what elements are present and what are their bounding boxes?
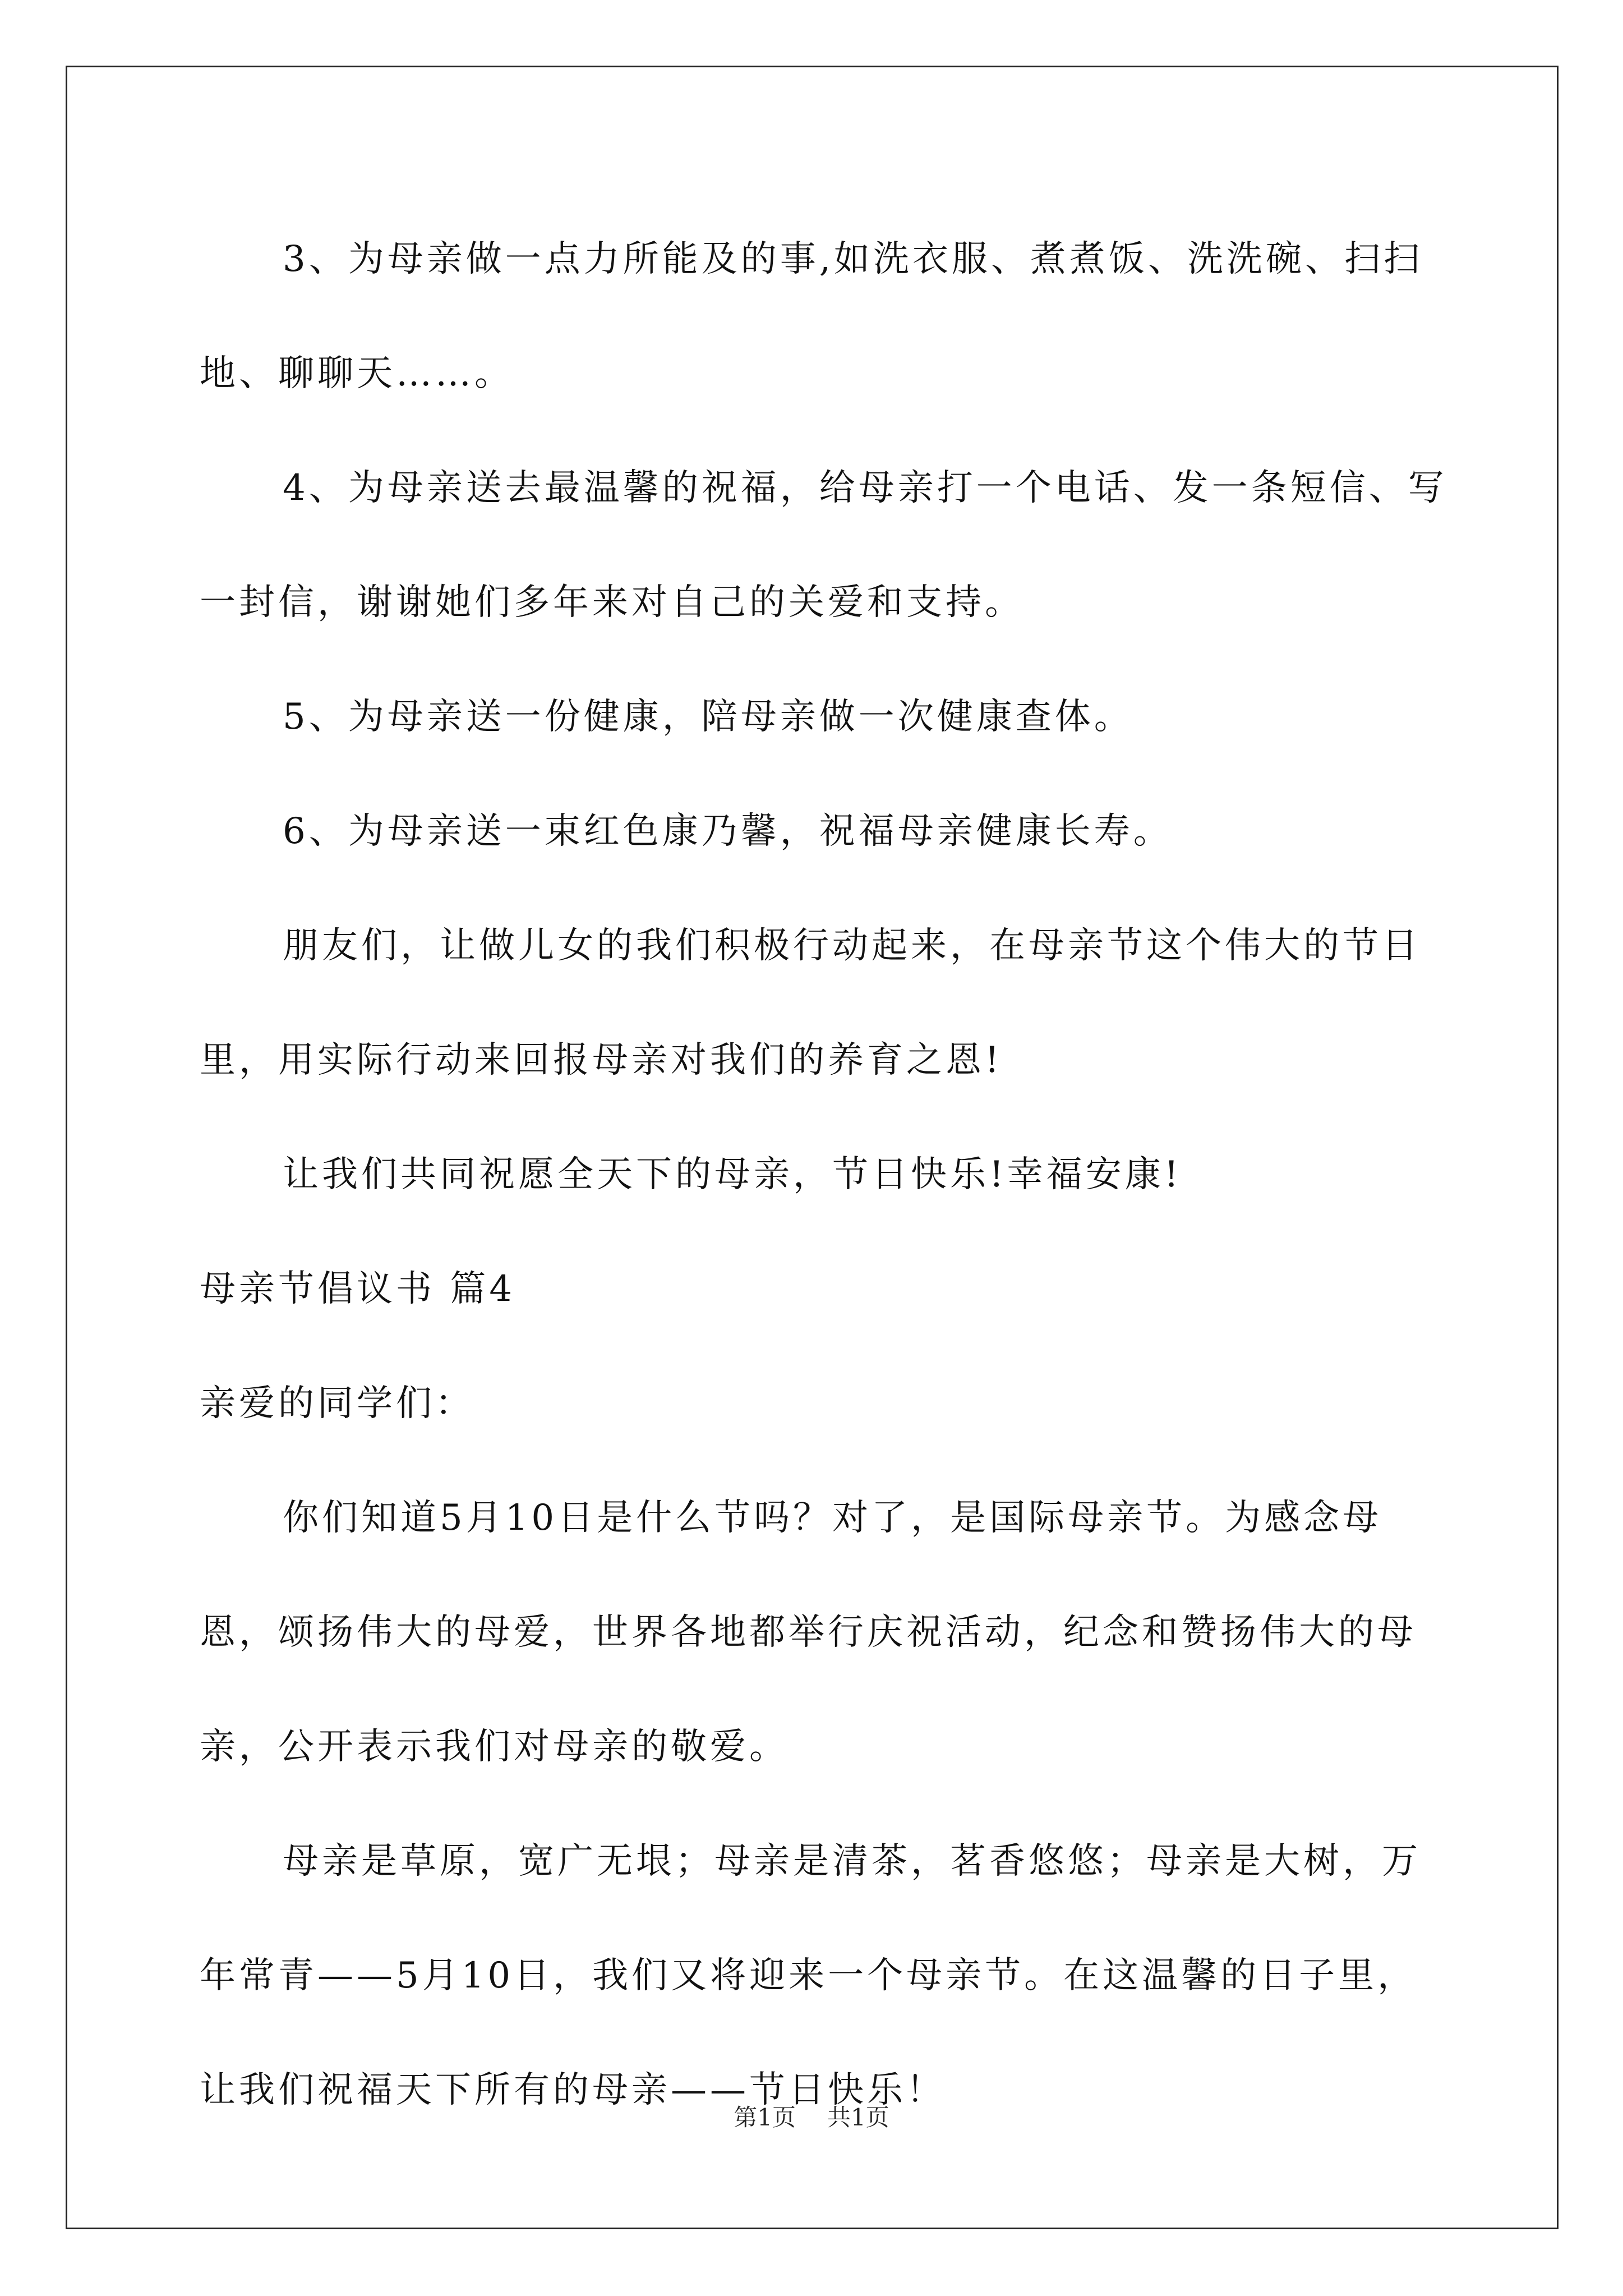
- paragraph-item-3: 3、为母亲做一点力所能及的事,如洗衣服、煮煮饭、洗洗碗、扫扫地、聊聊天……。: [200, 238, 1423, 394]
- page-number: 第1页: [734, 2104, 796, 2131]
- document-body: [200, 202, 1456, 2147]
- paragraph-blessing: 让我们共同祝愿全天下的母亲，节日快乐!幸福安康!: [283, 1154, 1182, 1195]
- page-footer: [0, 2099, 1623, 2133]
- paragraph-intro: 你们知道5月10日是什么节吗？对了，是国际母亲节。为感念母恩，颂扬伟大的母爱，世界各地都举行庆祝活动，纪念和赞扬伟大的母亲，公开表示我们对母亲的敬爱。: [200, 1497, 1417, 1768]
- section-heading: 母亲节倡议书 篇4: [200, 1268, 516, 1310]
- paragraph-item-4: 4、为母亲送去最温馨的祝福，给母亲打一个电话、发一条短信、写一封信，谢谢她们多年来对自己的关爱和支持。: [200, 467, 1447, 623]
- paragraph-item-5: 5、为母亲送一份健康，陪母亲做一次健康查体。: [283, 696, 1133, 738]
- paragraph-item-6: 6、为母亲送一束红色康乃馨，祝福母亲健康长寿。: [283, 811, 1173, 852]
- page-total: 共1页: [827, 2104, 889, 2131]
- greeting: 亲爱的同学们：: [200, 1383, 474, 1424]
- paragraph-metaphor: 母亲是草原，宽广无垠；母亲是清茶，茗香悠悠；母亲是大树，万年常青——5月10日，我们又将迎来一个母亲节。在这温馨的日子里，让我们祝福天下所有的母亲——节日快乐！: [200, 1841, 1421, 2111]
- paragraph-call-to-action: 朋友们，让做儿女的我们积极行动起来，在母亲节这个伟大的节日里，用实际行动来回报母亲对我们的养育之恩!: [200, 925, 1421, 1081]
